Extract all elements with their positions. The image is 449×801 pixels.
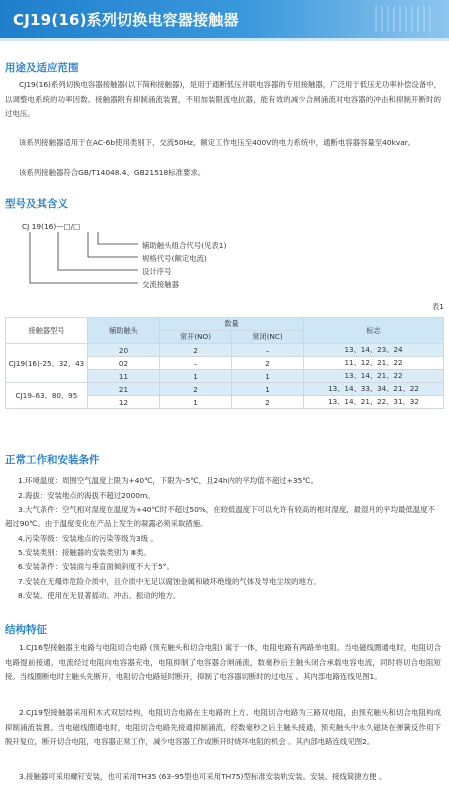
th-nc: 常闭(NC) bbox=[232, 331, 304, 344]
table-row bbox=[6, 344, 444, 357]
model-label-ac: 交流接触器 bbox=[142, 280, 179, 289]
cell-mark: 13、14、21、22 bbox=[304, 370, 444, 383]
model-code: CJ 19(16)—□/□ bbox=[22, 222, 81, 231]
cell-mark: 13、14、33、34、21、22 bbox=[304, 383, 444, 396]
structure-heading: 结构特征 bbox=[5, 624, 47, 636]
cell-no: 2 bbox=[160, 344, 232, 357]
th-aux: 辅助触头 bbox=[88, 318, 160, 344]
cell-nc: – bbox=[232, 344, 304, 357]
cell-nc: 2 bbox=[232, 396, 304, 409]
title-banner bbox=[0, 0, 449, 41]
cell-nc: 1 bbox=[232, 370, 304, 383]
cell-mark: 13、14、23、24 bbox=[304, 344, 444, 357]
banner-decoration bbox=[375, 6, 435, 32]
cell-no: 1 bbox=[160, 396, 232, 409]
cell-mark: 11、12、21、22 bbox=[304, 357, 444, 370]
th-qty: 数量 bbox=[160, 318, 304, 331]
cell-nc: 1 bbox=[232, 383, 304, 396]
th-mark: 标志 bbox=[304, 318, 444, 344]
model-label-design: 设计序号 bbox=[142, 267, 172, 276]
condition-item: 5.安装类别：接触器的安装类别为 Ⅲ类。 bbox=[18, 548, 151, 557]
cell-model: CJ19–63、80、95 bbox=[6, 383, 88, 409]
structure-paragraph-3: 3.接触器可采用螺钉安装，也可采用TH35 (63–95型也可采用TH75)型标准安装轨安装。安装、接线简捷方便 。 bbox=[19, 772, 387, 781]
table-note: 表1 bbox=[431, 302, 444, 311]
model-label-aux: 辅助触头组合代号(见表1) bbox=[142, 241, 227, 250]
page-title: CJ19(16)系列切换电容器接触器 bbox=[13, 11, 239, 29]
conditions-heading: 正常工作和安装条件 bbox=[5, 454, 100, 466]
usage-paragraph-2: 该系列接触器适用于在AC-6b使用类别下，交流50Hz，额定工作电压至400V的电力系统中，通断电容器容量至40kvar。 bbox=[19, 138, 416, 147]
usage-heading: 用途及适应范围 bbox=[5, 62, 79, 74]
cell-model: CJ19(16)-25、32、43 bbox=[6, 344, 88, 383]
condition-item: 4.污染等级：安装地点的污染等级为3级 。 bbox=[18, 534, 158, 543]
structure-paragraph-2: 2.CJ19型接触器采用积木式双层结构，电阻切合电路在主电路的上方。电阻切合电路为三路双电阻，由预充触头和切合电阻构成抑制涌流装置。当电磁线圈通电时，电阻切合电路先接通抑制涌流，经数毫秒之后主触头接通，预充触头中永久磁块在弹簧反作用下脱开复位，断开切合电阻，电容器正常工作，减少电容器工作或断开时烧坏电阻的机会 。其内部电路连线见图2。 bbox=[5, 708, 441, 747]
th-model: 接触器型号 bbox=[6, 318, 88, 344]
cell-aux: 11 bbox=[88, 370, 160, 383]
condition-item: 1.环境温度：周围空气温度上限为+40℃，下限为–5℃，且24h内的平均值不超过+35℃。 bbox=[18, 476, 318, 485]
cell-no: 1 bbox=[160, 370, 232, 383]
cell-nc: 2 bbox=[232, 357, 304, 370]
model-label-spec: 规格代号(额定电流) bbox=[142, 254, 207, 263]
condition-item: 2.海拔：安装地点的海拔不超过2000m。 bbox=[18, 491, 155, 500]
cell-mark: 13、14、21、22、31、32 bbox=[304, 396, 444, 409]
cell-no: 2 bbox=[160, 383, 232, 396]
usage-paragraph-1: CJ19(16)系列切换电容器接触器(以下简称接触器)，是用于通断低压并联电容器的专用接触器，广泛用于低压无功率补偿设备中，以调整电系统的功率因数。接触器附有抑制涌流装置，不用加装限流电抗器，能有效的减少合闸涌流对电容器的冲击和抑制开断时的过电压。 bbox=[5, 80, 442, 119]
model-bracket-lines bbox=[0, 220, 449, 300]
th-no: 常开(NO) bbox=[160, 331, 232, 344]
cell-aux: 02 bbox=[88, 357, 160, 370]
structure-paragraph-1: 1.CJ16型接触器主电路与电阻切合电路 (预充触头和切合电阻) 寓于一体，电阻电路有两路单电阻。当电磁线圈通电时，电阻切合电路提前接通，电流经过电阻向电容器充电，电阻抑制了电容器合闸涌流，数毫秒后主触头闭合承载电容电流，同时将切合电阻短接。当线圈断电时主触头先断开，电阻切合电路延时断开，抑制了电容器切断时的过电压 。其内部电路连线见图1。 bbox=[5, 643, 441, 682]
cell-aux: 21 bbox=[88, 383, 160, 396]
usage-paragraph-3: 该系列接触器符合GB/T14048.4、GB21518标准要求。 bbox=[19, 168, 206, 177]
cell-aux: 12 bbox=[88, 396, 160, 409]
model-diagram bbox=[0, 220, 449, 300]
condition-item: 7.安装在无爆炸危险介质中，且介质中无足以腐蚀金属和破坏绝缘的气体及导电尘埃的地方。 bbox=[18, 577, 321, 586]
cell-aux: 20 bbox=[88, 344, 160, 357]
condition-item: 3.大气条件：空气相对湿度在温度为+40℃时不超过50%，在较低温度下可以允许有较高的相对湿度，最湿月的平均最低温度不超过90℃。由于温度变化在产品上发生的凝露必须采取措施。 bbox=[5, 505, 435, 529]
table-row bbox=[6, 383, 444, 396]
cell-no: – bbox=[160, 357, 232, 370]
spec-table bbox=[5, 317, 444, 409]
condition-item: 6.安装条件：安装面与垂直面倾斜度不大于5°。 bbox=[18, 562, 174, 571]
condition-item: 8.安装、使用在无显著摇动、冲击、振动的地方。 bbox=[18, 591, 181, 600]
model-heading: 型号及其含义 bbox=[5, 198, 68, 210]
